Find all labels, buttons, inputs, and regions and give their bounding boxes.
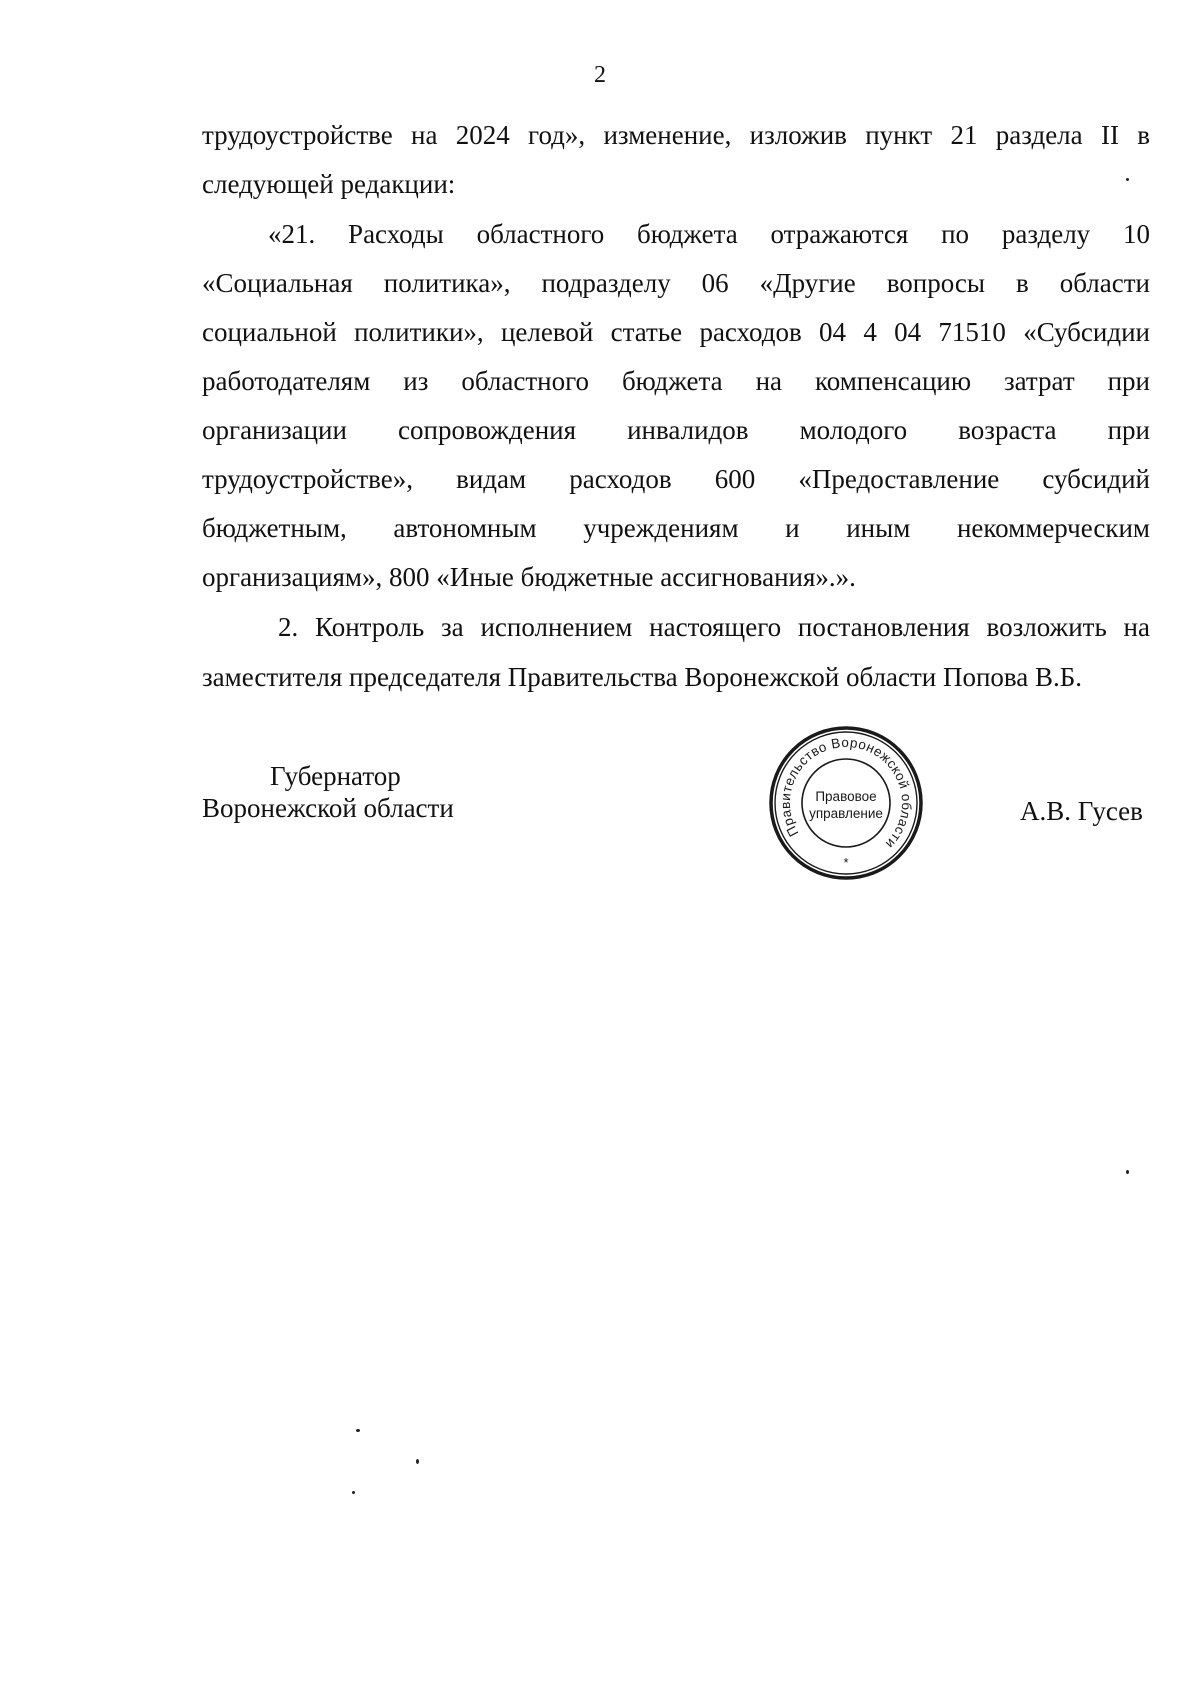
svg-text:*: * — [843, 855, 849, 870]
scan-speck — [416, 1459, 419, 1464]
text-line: организации сопровождения инвалидов молодого возраста при — [202, 415, 1150, 445]
signatory-name: А.В. Гусев — [1020, 796, 1143, 826]
scan-speck — [1126, 178, 1129, 181]
svg-text:Правовое: Правовое — [815, 789, 877, 804]
text-line: «Социальная политика», подразделу 06 «Другие вопросы в области — [202, 268, 1150, 298]
scan-speck — [356, 1429, 360, 1432]
text-line: заместителя председателя Правительства Воронежской области Попова В.Б. — [202, 662, 1083, 692]
text-line: бюджетным, автономным учреждениям и иным некоммерческим — [202, 513, 1150, 543]
text-line: социальной политики», целевой статье расходов 04 4 04 71510 «Субсидии — [202, 317, 1150, 347]
text-line: организациям», 800 «Иные бюджетные ассигнования».». — [202, 562, 856, 592]
svg-text:управление: управление — [809, 806, 883, 821]
text-line: трудоустройстве на 2024 год», изменение, изложив пункт 21 раздела II в — [202, 120, 1150, 150]
page-number: 2 — [594, 62, 606, 88]
signatory-position: Губернатор — [270, 761, 401, 791]
text-line: трудоустройстве», видам расходов 600 «Предоставление субсидий — [202, 464, 1150, 494]
text-line: следующей редакции: — [202, 169, 456, 199]
scan-speck — [1126, 1170, 1129, 1174]
scan-speck — [352, 1491, 355, 1494]
text-line: 2. Контроль за исполнением настоящего постановления возложить на — [278, 612, 1150, 642]
text-line: «21. Расходы областного бюджета отражаются по разделу 10 — [268, 219, 1150, 249]
text-line: работодателям из областного бюджета на компенсацию затрат при — [202, 366, 1150, 396]
official-stamp — [768, 725, 924, 881]
svg-text:Правительство Воронежской обла: Правительство Воронежской области — [777, 734, 915, 852]
signatory-region: Воронежской области — [202, 793, 454, 823]
